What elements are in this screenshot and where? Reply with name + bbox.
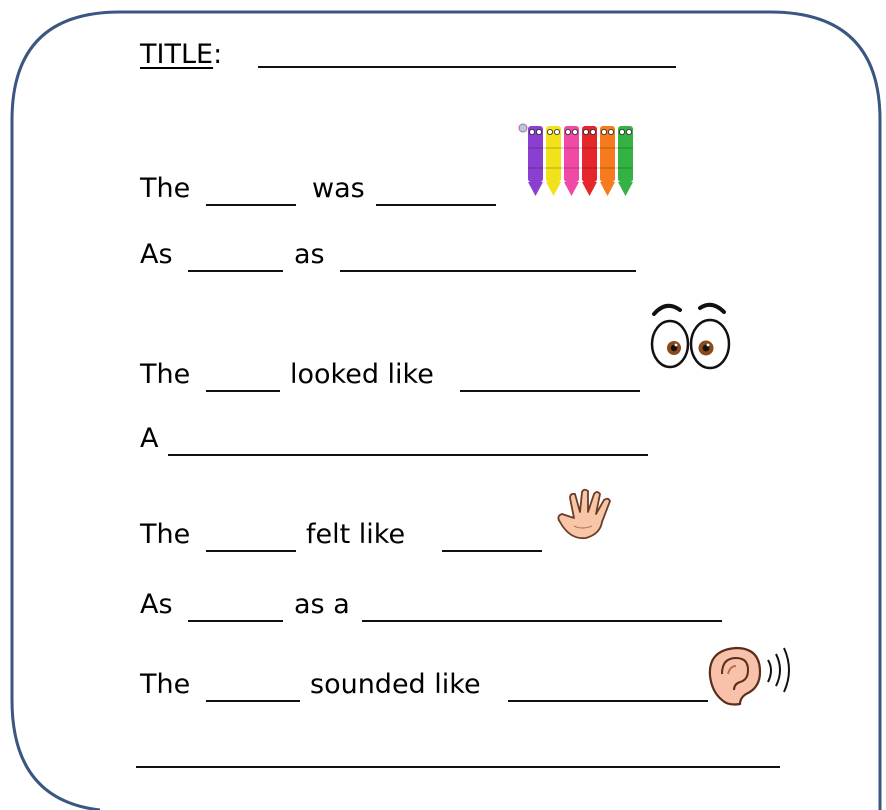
crayons-icon [518,118,648,198]
feel-simile-blank[interactable] [362,620,722,622]
sight-as-label: As [140,239,173,270]
look-a-blank[interactable] [168,454,648,456]
hand-icon [552,488,622,544]
title-label-group [140,38,222,72]
feel-like-blank[interactable] [442,550,542,552]
ear-icon [702,642,798,708]
title-label: TITLE [140,39,214,70]
sight-noun-blank[interactable] [206,204,296,206]
sound-like-label: sounded like [310,669,481,700]
look-a-label: A [140,423,159,454]
look-like-blank[interactable] [460,390,640,392]
sight-comparison-blank[interactable] [188,270,283,272]
sight-the-label: The [140,173,191,204]
feel-noun-blank[interactable] [206,550,296,552]
feel-the-label: The [140,519,191,550]
feel-as-a-label: as a [294,589,350,620]
look-like-label: looked like [290,359,434,390]
look-the-label: The [140,359,191,390]
final-blank[interactable] [136,766,780,768]
title-colon: : [213,39,223,70]
eyes-icon [648,298,734,372]
sight-as2-label: as [294,239,325,270]
feel-as-label: As [140,589,173,620]
sound-the-label: The [140,669,191,700]
sight-was-label: was [312,173,365,204]
feel-like-label: felt like [306,519,406,550]
title-blank[interactable] [258,66,676,68]
look-noun-blank[interactable] [206,390,280,392]
sight-simile-blank[interactable] [340,270,636,272]
sound-like-blank[interactable] [508,700,708,702]
sight-adjective-blank[interactable] [376,204,496,206]
sound-noun-blank[interactable] [206,700,300,702]
feel-comparison-blank[interactable] [188,620,283,622]
